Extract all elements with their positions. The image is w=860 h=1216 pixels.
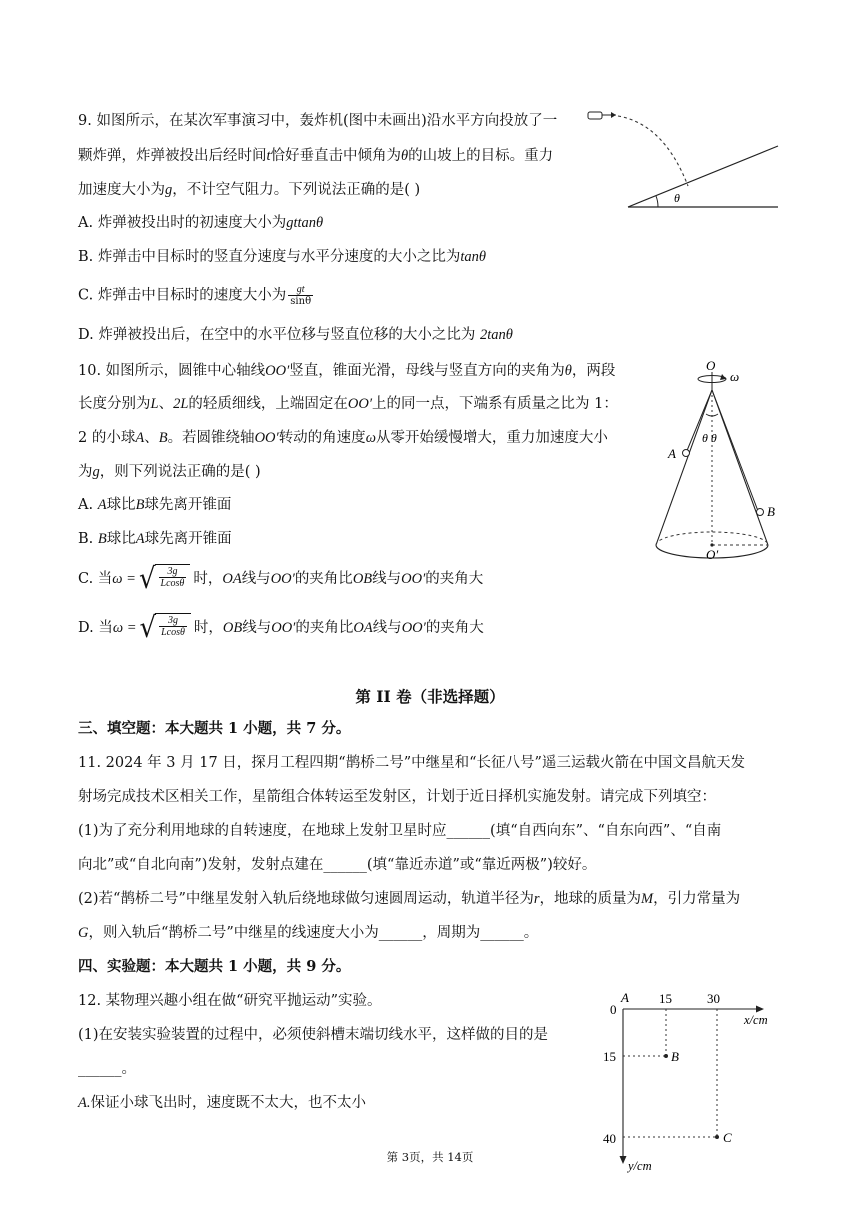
q10-label-thetas: θ θ xyxy=(702,431,717,445)
q10-rotation-arrow xyxy=(720,374,726,380)
q11-part1-line1: (1)为了充分利用地球的自转速度，在地球上发射卫星时应______(填“自西向东”、“自东向西”、“自南 xyxy=(78,823,722,839)
q11-part2-line2: G，则入轨后“鹊桥二号”中继星的线速度大小为______，周期为______。 xyxy=(78,925,539,941)
q11-stem-line2: 射场完成技术区相关工作，星箭组合体转运至发射区，计划于近日择机实施发射。请完成下列填空： xyxy=(78,789,716,805)
q10-stem-line2: 长度分别为L、2L的轻质细线，上端固定在OO′上的同一点，下端系有质量之比为 1： xyxy=(78,396,618,412)
q9-slope-figure xyxy=(582,104,782,212)
section4-title: 四、实验题：本大题共 1 小题，共 9 分。 xyxy=(78,958,351,975)
q9-arrow-head xyxy=(611,112,616,118)
q12-label-a: A xyxy=(621,990,629,1005)
q10-option-c-sqrt: √ $\frac{3g}{Lcos\theta}$ xyxy=(139,564,190,594)
q9-bomb-icon xyxy=(588,112,602,119)
q12-part1-line1: (1)在安装实验装置的过程中，必须使斜槽末端切线水平，这样做的目的是 xyxy=(78,1027,549,1043)
q10-option-a: A. A球比B球先离开锥面 xyxy=(78,497,232,513)
q9-stem-line1: 9. 如图所示，在某次军事演习中，轰炸机(图中未画出)沿水平方向投放了一 xyxy=(78,113,558,129)
page-footer: 第 3页，共 14页 xyxy=(386,1150,474,1164)
q12-part1-line2: ______。 xyxy=(78,1061,136,1077)
q9-stem-line2: 颗炸弹，炸弹被投出后经时间t恰好垂直击中倾角为θ的山坡上的目标。重力 xyxy=(78,148,554,164)
q12-label-b: B xyxy=(671,1049,679,1064)
q12-point-c xyxy=(715,1135,719,1139)
q12-tick-x-15: 15 xyxy=(659,991,672,1006)
q9-option-a: A. 炸弹被投出时的初速度大小为gttanθ xyxy=(78,215,324,231)
q10-cone-figure xyxy=(646,354,786,570)
q12-x-axis-label: x/cm xyxy=(744,1013,768,1027)
q10-base-back xyxy=(656,532,768,545)
q9-stem-line3: 加速度大小为g，不计空气阻力。下列说法正确的是( ) xyxy=(78,182,421,198)
q9-angle-arc xyxy=(656,196,658,207)
q10-option-c: C. 当ω = √ $\frac{3g}{Lcos\theta}$ 时，OA线与OO′的夹角比OB线与OO′的夹角大 xyxy=(78,562,484,596)
q10-ball-a xyxy=(683,450,690,457)
section3-title: 三、填空题：本大题共 1 小题，共 7 分。 xyxy=(78,720,351,737)
q10-stem-line4: 为g，则下列说法正确的是( ) xyxy=(78,464,261,480)
q11-part1-line2: 向北”或“自北向南”)发射，发射点建在______(填“靠近赤道”或“靠近两极”)较好。 xyxy=(78,857,597,873)
q9-option-c-fraction: $\frac{gt}{\sin\theta}$ xyxy=(290,284,312,307)
q12-point-b xyxy=(664,1054,668,1058)
q10-cone-left-edge xyxy=(656,390,712,545)
q12-stem-line1: 12. 某物理兴趣小组在做“研究平抛运动”实验。 xyxy=(78,993,382,1009)
q10-stem-line1: 10. 如图所示，圆锥中心轴线OO′竖直，锥面光滑，母线与竖直方向的夹角为θ，两段 xyxy=(78,363,616,379)
q10-label-omega: ω xyxy=(730,369,740,384)
q10-ball-b xyxy=(757,509,764,516)
q11-part2-line1: (2)若“鹊桥二号”中继星发射入轨后绕地球做匀速圆周运动，轨道半径为r，地球的质量为M，引力常量为 xyxy=(78,891,741,907)
q10-string-b xyxy=(712,390,758,511)
q11-stem-line1: 11. 2024 年 3 月 17 日，探月工程四期“鹊桥二号”中继星和“长征八号”遥三运载火箭在中国文昌航天发 xyxy=(78,755,745,771)
q10-option-d: D. 当ω = √ $\frac{3g}{Lcos\theta}$ 时，OB线与OO′的夹角比OA线与OO′的夹角大 xyxy=(78,611,484,645)
q10-option-d-sqrt: √ $\frac{3g}{Lcos\theta}$ xyxy=(139,613,190,643)
q12-coordinate-figure xyxy=(600,986,790,1176)
q12-y-axis-label: y/cm xyxy=(628,1159,652,1173)
q10-label-o-prime: O′ xyxy=(706,547,719,562)
q12-tick-origin: 0 xyxy=(610,1002,617,1017)
q12-tick-x-30: 30 xyxy=(707,991,720,1006)
q12-tick-y-40: 40 xyxy=(603,1131,616,1146)
q12-label-c: C xyxy=(723,1130,732,1145)
q9-option-b: B. 炸弹击中目标时的竖直分速度与水平分速度的大小之比为tanθ xyxy=(78,249,487,265)
q12-option-a: A.保证小球飞出时，速度既不太大，也不太小 xyxy=(78,1095,366,1111)
q9-option-c: C. 炸弹击中目标时的速度大小为 $\frac{gt}{\sin\theta}$ xyxy=(78,284,312,307)
q10-label-o: O xyxy=(706,358,716,373)
q10-label-a: A xyxy=(668,446,676,461)
q12-x-arrow xyxy=(756,1006,764,1013)
q12-tick-y-15: 15 xyxy=(603,1049,616,1064)
q10-option-b: B. B球比A球先离开锥面 xyxy=(78,531,232,547)
q9-trajectory xyxy=(618,116,688,186)
q10-label-b: B xyxy=(767,504,775,519)
q9-slope-line xyxy=(628,146,778,207)
q10-stem-line3: 2 的小球A、B。若圆锥绕轴OO′转动的角速度ω从零开始缓慢增大，重力加速度大小 xyxy=(78,430,608,446)
q9-option-d: D. 炸弹被投出后，在空中的水平位移与竖直位移的大小之比为 2tanθ xyxy=(78,327,513,343)
q9-angle-label: θ xyxy=(674,191,680,205)
part2-title: 第 II 卷（非选择题） xyxy=(355,687,505,706)
